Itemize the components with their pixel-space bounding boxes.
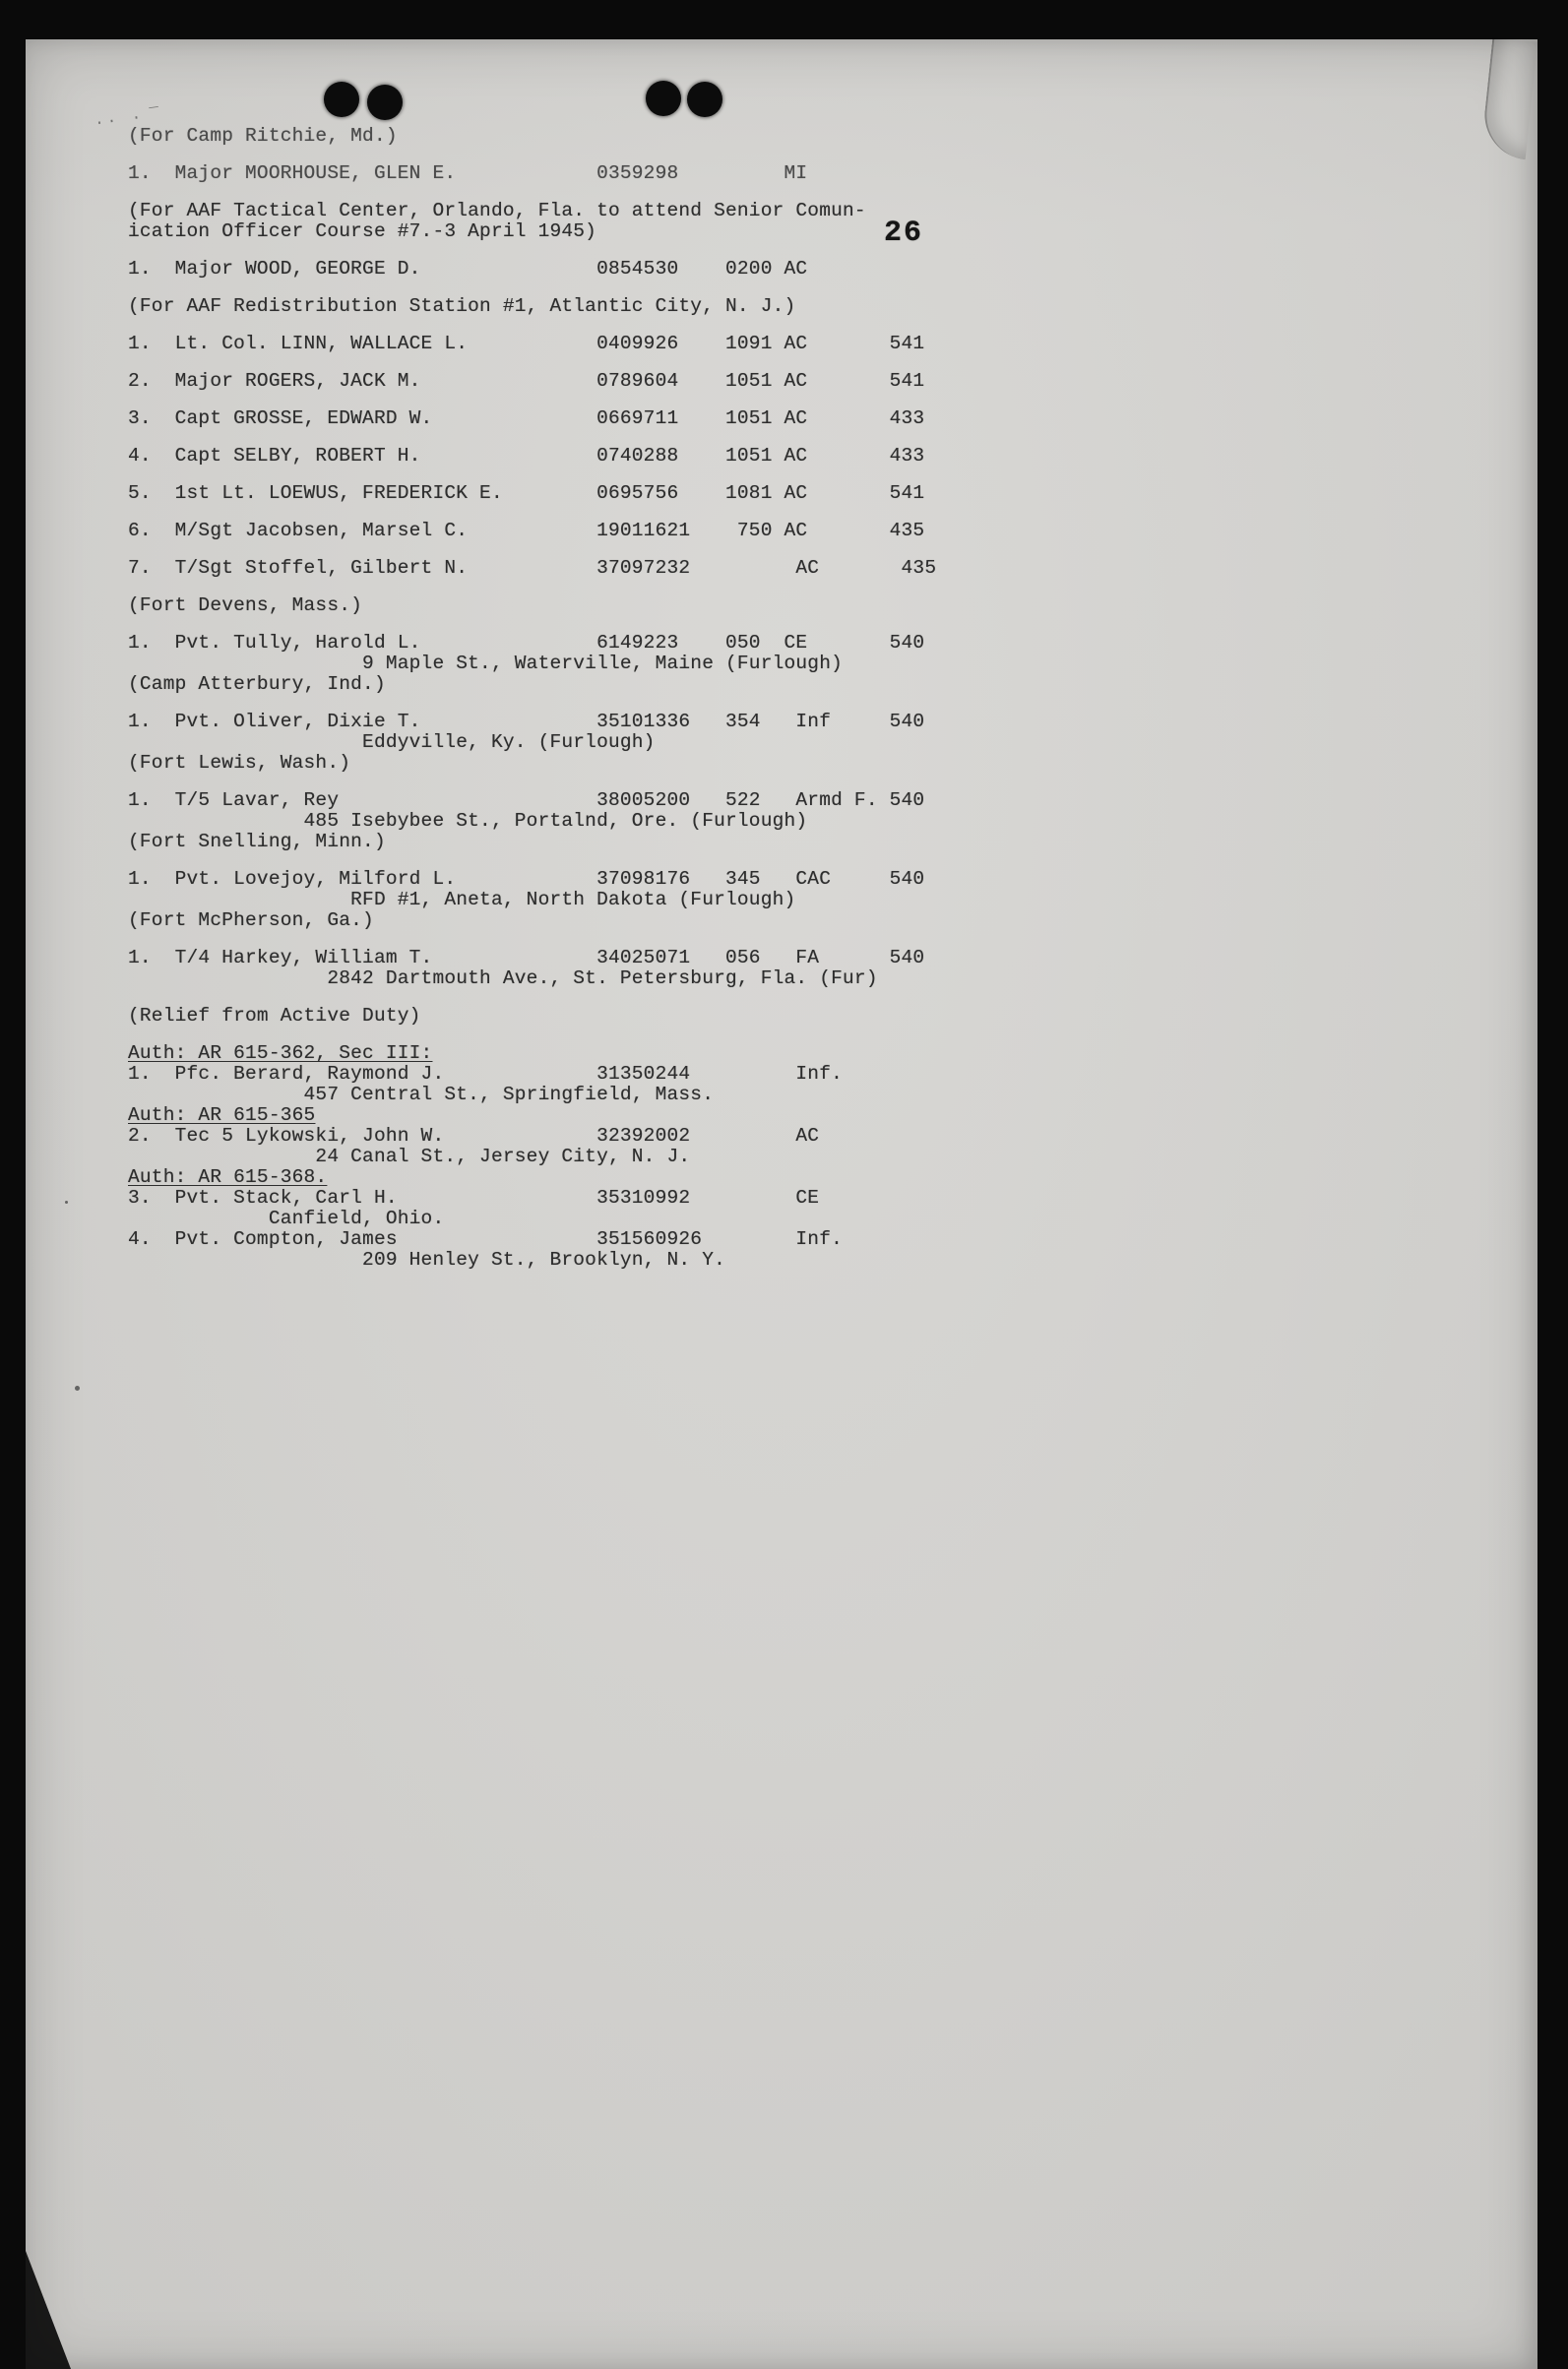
scan-artifact-speck: [65, 1201, 68, 1204]
punch-hole: [324, 82, 359, 117]
document-line: Eddyville, Ky. (Furlough): [128, 731, 656, 753]
document-line: (For Camp Ritchie, Md.): [128, 125, 398, 147]
document-line: (Fort Devens, Mass.): [128, 594, 363, 616]
document-line: 1. T/4 Harkey, William T. 34025071 056 FA 540: [128, 947, 925, 968]
document-body: [128, 126, 1496, 1271]
document-line: ication Officer Course #7.-3 April 1945): [128, 220, 597, 242]
document-line: 1. T/5 Lavar, Rey 38005200 522 Armd F. 540: [128, 789, 925, 811]
document-line: 1. Pvt. Tully, Harold L. 6149223 050 CE 540: [128, 632, 925, 654]
document-line: 4. Pvt. Compton, James 351560926 Inf.: [128, 1228, 844, 1250]
document-line: RFD #1, Aneta, North Dakota (Furlough): [128, 889, 796, 910]
document-line: 24 Canal St., Jersey City, N. J.: [128, 1146, 691, 1167]
document-line: 1. Major MOORHOUSE, GLEN E. 0359298 MI: [128, 162, 808, 184]
document-line: 1. Lt. Col. LINN, WALLACE L. 0409926 1091 AC 541: [128, 333, 925, 354]
document-line: 3. Capt GROSSE, EDWARD W. 0669711 1051 AC 433: [128, 407, 925, 429]
document-line: 5. 1st Lt. LOEWUS, FREDERICK E. 0695756 1081 AC 541: [128, 482, 925, 504]
document-line: Canfield, Ohio.: [128, 1208, 445, 1229]
document-line: 2. Tec 5 Lykowski, John W. 32392002 AC: [128, 1125, 820, 1147]
punch-hole: [367, 85, 403, 120]
scan-artifact-speck: [75, 1386, 80, 1391]
document-page: [26, 39, 1537, 2369]
document-line: (For AAF Tactical Center, Orlando, Fla. to attend Senior Comun-: [128, 200, 866, 221]
document-line: 6. M/Sgt Jacobsen, Marsel C. 19011621 750 AC 435: [128, 520, 925, 541]
document-line: 3. Pvt. Stack, Carl H. 35310992 CE: [128, 1187, 820, 1209]
document-line-auth-heading: Auth: AR 615-368.: [128, 1166, 328, 1188]
scan-artifact-corner-shadow: [26, 2251, 71, 2369]
document-line: (Fort McPherson, Ga.): [128, 909, 374, 931]
document-line: (For AAF Redistribution Station #1, Atlantic City, N. J.): [128, 295, 796, 317]
document-line-auth-heading: Auth: AR 615-362, Sec III:: [128, 1042, 433, 1064]
document-line: 4. Capt SELBY, ROBERT H. 0740288 1051 AC 433: [128, 445, 925, 467]
document-line: 7. T/Sgt Stoffel, Gilbert N. 37097232 AC 435: [128, 557, 937, 579]
document-line: 1. Pvt. Lovejoy, Milford L. 37098176 345 CAC 540: [128, 868, 925, 890]
document-line: 1. Major WOOD, GEORGE D. 0854530 0200 AC: [128, 258, 808, 280]
document-line: 9 Maple St., Waterville, Maine (Furlough): [128, 653, 844, 674]
document-line: (Camp Atterbury, Ind.): [128, 673, 386, 695]
document-line: 2842 Dartmouth Ave., St. Petersburg, Fla. (Fur): [128, 967, 878, 989]
document-line: 1. Pvt. Oliver, Dixie T. 35101336 354 Inf 540: [128, 711, 925, 732]
document-line: (Relief from Active Duty): [128, 1005, 421, 1027]
punch-hole: [687, 82, 722, 117]
scan-artifact-scribble: ·· · ¯: [94, 105, 164, 133]
page-number: 26: [884, 217, 924, 250]
document-line: (Fort Lewis, Wash.): [128, 752, 351, 774]
document-line: 457 Central St., Springfield, Mass.: [128, 1084, 715, 1105]
document-line: 1. Pfc. Berard, Raymond J. 31350244 Inf.: [128, 1063, 844, 1085]
document-line-auth-heading: Auth: AR 615-365: [128, 1104, 316, 1126]
document-line: 209 Henley St., Brooklyn, N. Y.: [128, 1249, 725, 1271]
document-line: (Fort Snelling, Minn.): [128, 831, 386, 852]
punch-hole: [646, 81, 681, 116]
document-line: 485 Isebybee St., Portalnd, Ore. (Furlough): [128, 810, 808, 832]
document-line: 2. Major ROGERS, JACK M. 0789604 1051 AC 541: [128, 370, 925, 392]
